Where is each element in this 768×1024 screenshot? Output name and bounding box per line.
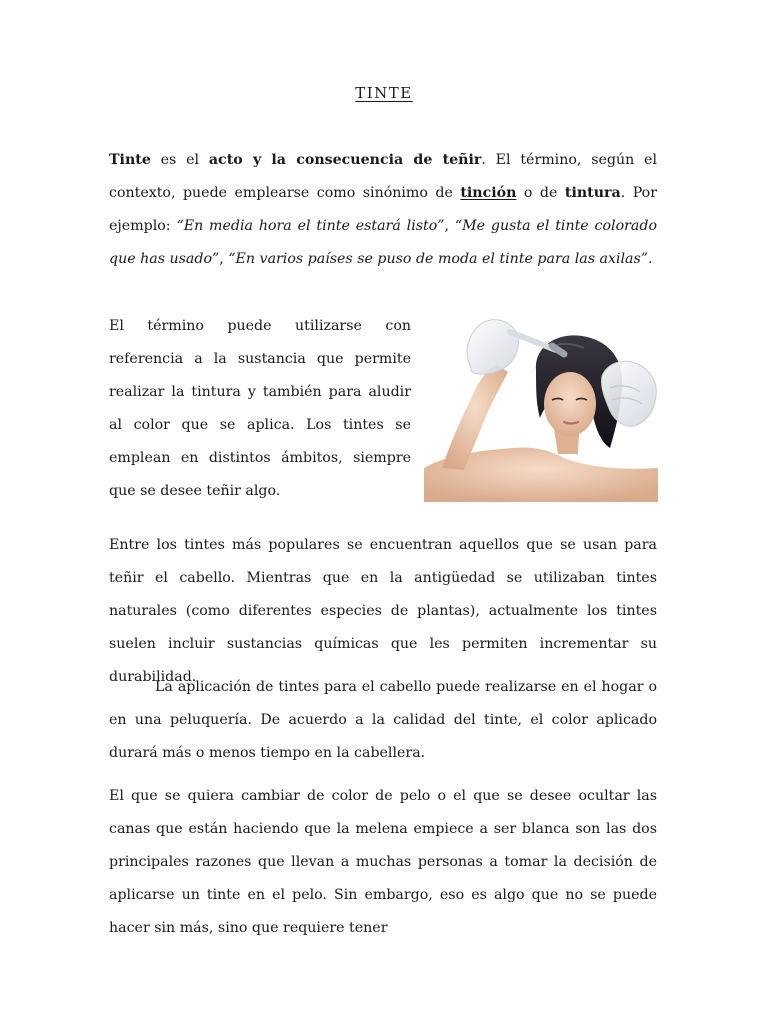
term-tintura: tintura	[564, 185, 621, 201]
term-tinte: Tinte	[109, 152, 151, 168]
example-quote-2: “Me gusta el tinte colorado que has usado”	[109, 218, 657, 267]
definition-phrase: acto y la consecuencia de teñir	[208, 152, 482, 168]
text-segment: ,	[444, 218, 455, 234]
paragraph-definition	[109, 144, 657, 276]
paragraph-reasons: El que se quiera cambiar de color de pelo o el que se desee ocultar las canas que están haciendo que la melena empiece a ser blanca son las dos principales razones que llevan a muchas personas a tomar la decisión de aplicarse un tinte en el pelo. Sin embargo, eso es algo que no se puede hacer sin más, sino que requiere tener	[109, 788, 657, 936]
example-quote-1: “En media hora el tinte estará listo”	[176, 218, 445, 234]
text-segment: . El término, según el contexto, puede emplearse como sinónimo de	[109, 152, 657, 201]
page-title: TINTE	[355, 84, 413, 102]
text-segment: . Por ejemplo:	[109, 185, 657, 234]
paragraph-term-usage: El término puede utilizarse con referencia a la sustancia que permite realizar la tintura y también para aludir al color que se aplica. Los tintes se emplean en distintos ámbitos, siempre que se desee teñir algo.	[109, 318, 411, 499]
text-segment: es el	[150, 152, 209, 168]
text-segment: ,	[219, 251, 229, 267]
text-segment: .	[648, 251, 653, 267]
text-segment: o de	[516, 185, 565, 201]
link-tincion[interactable]: tinción	[460, 185, 517, 201]
paragraph-application: La aplicación de tintes para el cabello puede realizarse en el hogar o en una peluquería. De acuerdo a la calidad del tinte, el color aplicado durará más o menos tiempo en la cabellera.	[109, 679, 657, 761]
woman-dyeing-hair-photo	[424, 318, 658, 502]
example-quote-3: “En varios países se puso de moda el tinte para las axilas”	[228, 251, 649, 267]
hair-dye-illustration	[424, 318, 658, 502]
paragraph-popular-dyes: Entre los tintes más populares se encuentran aquellos que se usan para teñir el cabello. Mientras que en la antigüedad se utilizaban tintes naturales (como diferentes especies de plantas), actualmente los tintes suelen incluir sustancias químicas que les permiten incrementar su durabilidad.	[109, 537, 657, 685]
